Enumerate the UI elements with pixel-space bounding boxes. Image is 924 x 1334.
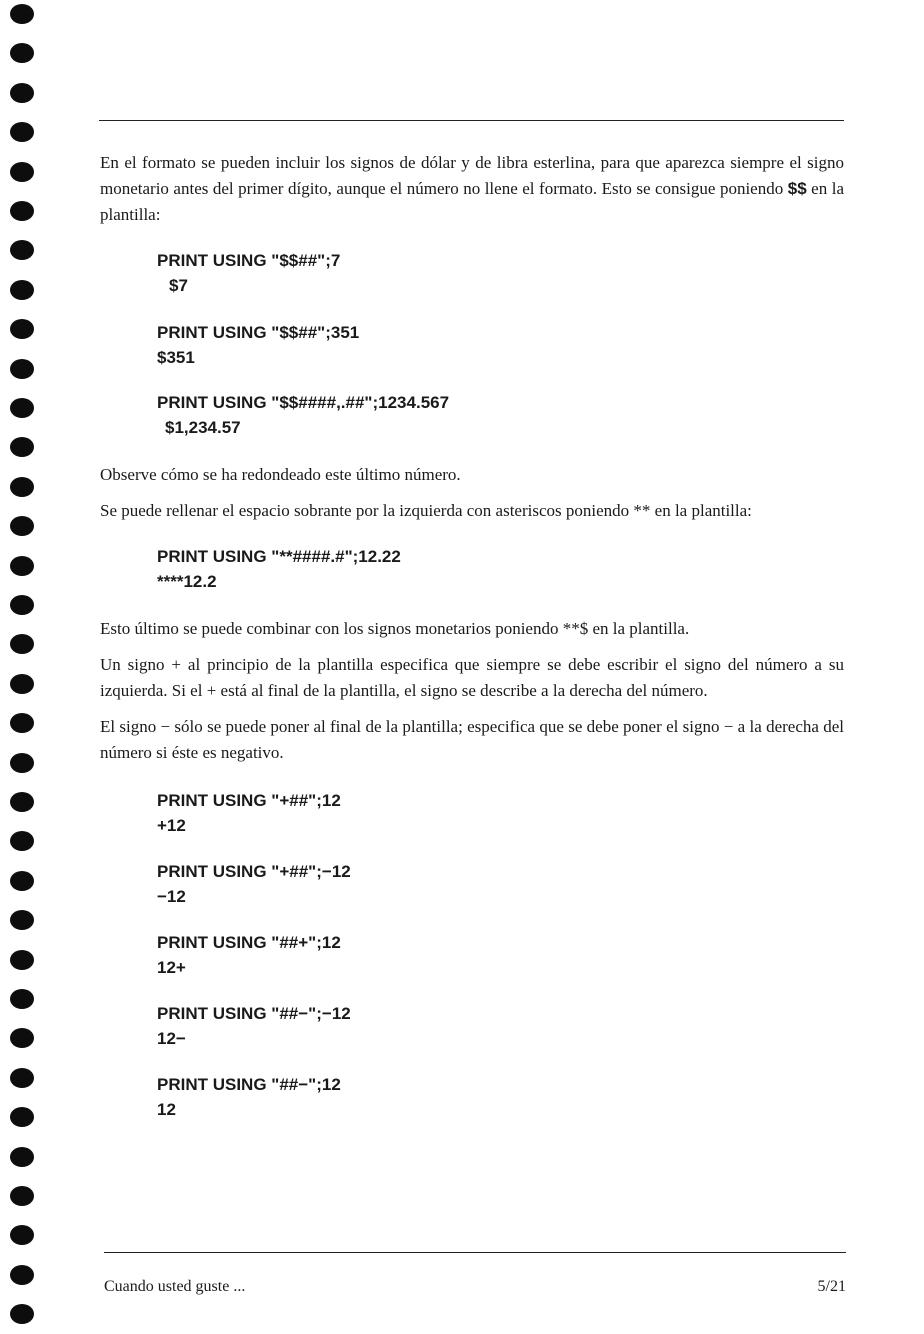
binding-hole: [10, 319, 34, 339]
code-example-4: [157, 544, 844, 594]
binding-hole: [10, 398, 34, 418]
code-output: −12: [157, 887, 186, 906]
binding-hole: [10, 556, 34, 576]
binding-hole: [10, 162, 34, 182]
code-line: PRINT USING "##−";−12: [157, 1004, 351, 1023]
plus-sign-paragraph: Un signo + al principio de la plantilla especifica que siempre se debe escribir el signo del número a su izquierda. Si el + está al final de la plantilla, el signo se describe a la derecha del número.: [100, 655, 844, 700]
binding-hole: [10, 1107, 34, 1127]
header-rule: [99, 120, 844, 121]
binding-hole: [10, 1147, 34, 1167]
code-example-1: [157, 248, 844, 298]
minus-sign-paragraph: El signo − sólo se puede poner al final de la plantilla; especifica que se debe poner el signo − a la derecha del número si éste es negativo.: [100, 717, 844, 762]
binding-hole: [10, 634, 34, 654]
binding-hole: [10, 1186, 34, 1206]
code-example-5: [157, 788, 844, 838]
code-line: PRINT USING "$$##";7: [157, 251, 341, 270]
code-output: $351: [157, 348, 195, 367]
binding-hole: [10, 871, 34, 891]
binding-hole: [10, 201, 34, 221]
binding-hole: [10, 4, 34, 24]
code-output: 12−: [157, 1029, 186, 1048]
binding-hole: [10, 1265, 34, 1285]
binding-hole: [10, 753, 34, 773]
binding-hole: [10, 950, 34, 970]
binding-hole: [10, 43, 34, 63]
binding-hole: [10, 1225, 34, 1245]
page-content: [100, 150, 844, 1122]
code-example-9: [157, 1072, 844, 1122]
binding-hole: [10, 280, 34, 300]
binding-hole: [10, 477, 34, 497]
code-line: PRINT USING "$$##";351: [157, 323, 360, 342]
binding-hole: [10, 240, 34, 260]
code-output: $7: [169, 276, 188, 295]
code-output: +12: [157, 816, 186, 835]
code-line: PRINT USING "+##";−12: [157, 862, 351, 881]
code-line: PRINT USING "**####.#";12.22: [157, 547, 401, 566]
binding-hole: [10, 1068, 34, 1088]
intro-paragraph: En el formato se pueden incluir los signos de dólar y de libra esterlina, para que aparezca siempre el signo monetario antes del primer dígito, aunque el número no llene el formato. Esto se consigue poniendo $$ en la plantilla:: [100, 153, 844, 224]
rounding-note: Observe cómo se ha redondeado este último número.: [100, 465, 461, 484]
code-output: ****12.2: [157, 572, 217, 591]
code-example-2: [157, 320, 844, 370]
code-line: PRINT USING "$$####,.##";1234.567: [157, 393, 450, 412]
binding-hole: [10, 516, 34, 536]
binding-hole: [10, 359, 34, 379]
code-output: 12: [157, 1100, 176, 1119]
code-output: $1,234.57: [165, 418, 241, 437]
binding-hole: [10, 831, 34, 851]
combine-paragraph: Esto último se puede combinar con los signos monetarios poniendo **$ en la plantilla.: [100, 619, 690, 638]
page-footer: [104, 1278, 846, 1296]
inline-code: $$: [787, 179, 807, 198]
code-example-6: [157, 859, 844, 909]
binding-hole: [10, 437, 34, 457]
code-output: 12+: [157, 958, 186, 977]
binding-hole: [10, 1304, 34, 1324]
code-line: PRINT USING "+##";12: [157, 791, 341, 810]
asterisk-paragraph: Se puede rellenar el espacio sobrante por la izquierda con asteriscos poniendo ** en la plantilla:: [100, 501, 752, 520]
binding-hole: [10, 83, 34, 103]
binding-hole: [10, 595, 34, 615]
binding-hole: [10, 989, 34, 1009]
binding-hole: [10, 910, 34, 930]
binding-hole: [10, 122, 34, 142]
footer-title: Cuando usted guste ...: [104, 1278, 246, 1295]
page-number: 5/21: [817, 1278, 846, 1295]
binding-holes: [0, 0, 44, 1334]
binding-hole: [10, 1028, 34, 1048]
code-line: PRINT USING "##−";12: [157, 1075, 341, 1094]
binding-hole: [10, 713, 34, 733]
code-example-3: [157, 390, 844, 440]
code-example-7: [157, 930, 844, 980]
code-line: PRINT USING "##+";12: [157, 933, 341, 952]
binding-hole: [10, 792, 34, 812]
binding-hole: [10, 674, 34, 694]
footer-rule: [104, 1252, 846, 1253]
code-example-8: [157, 1001, 844, 1051]
